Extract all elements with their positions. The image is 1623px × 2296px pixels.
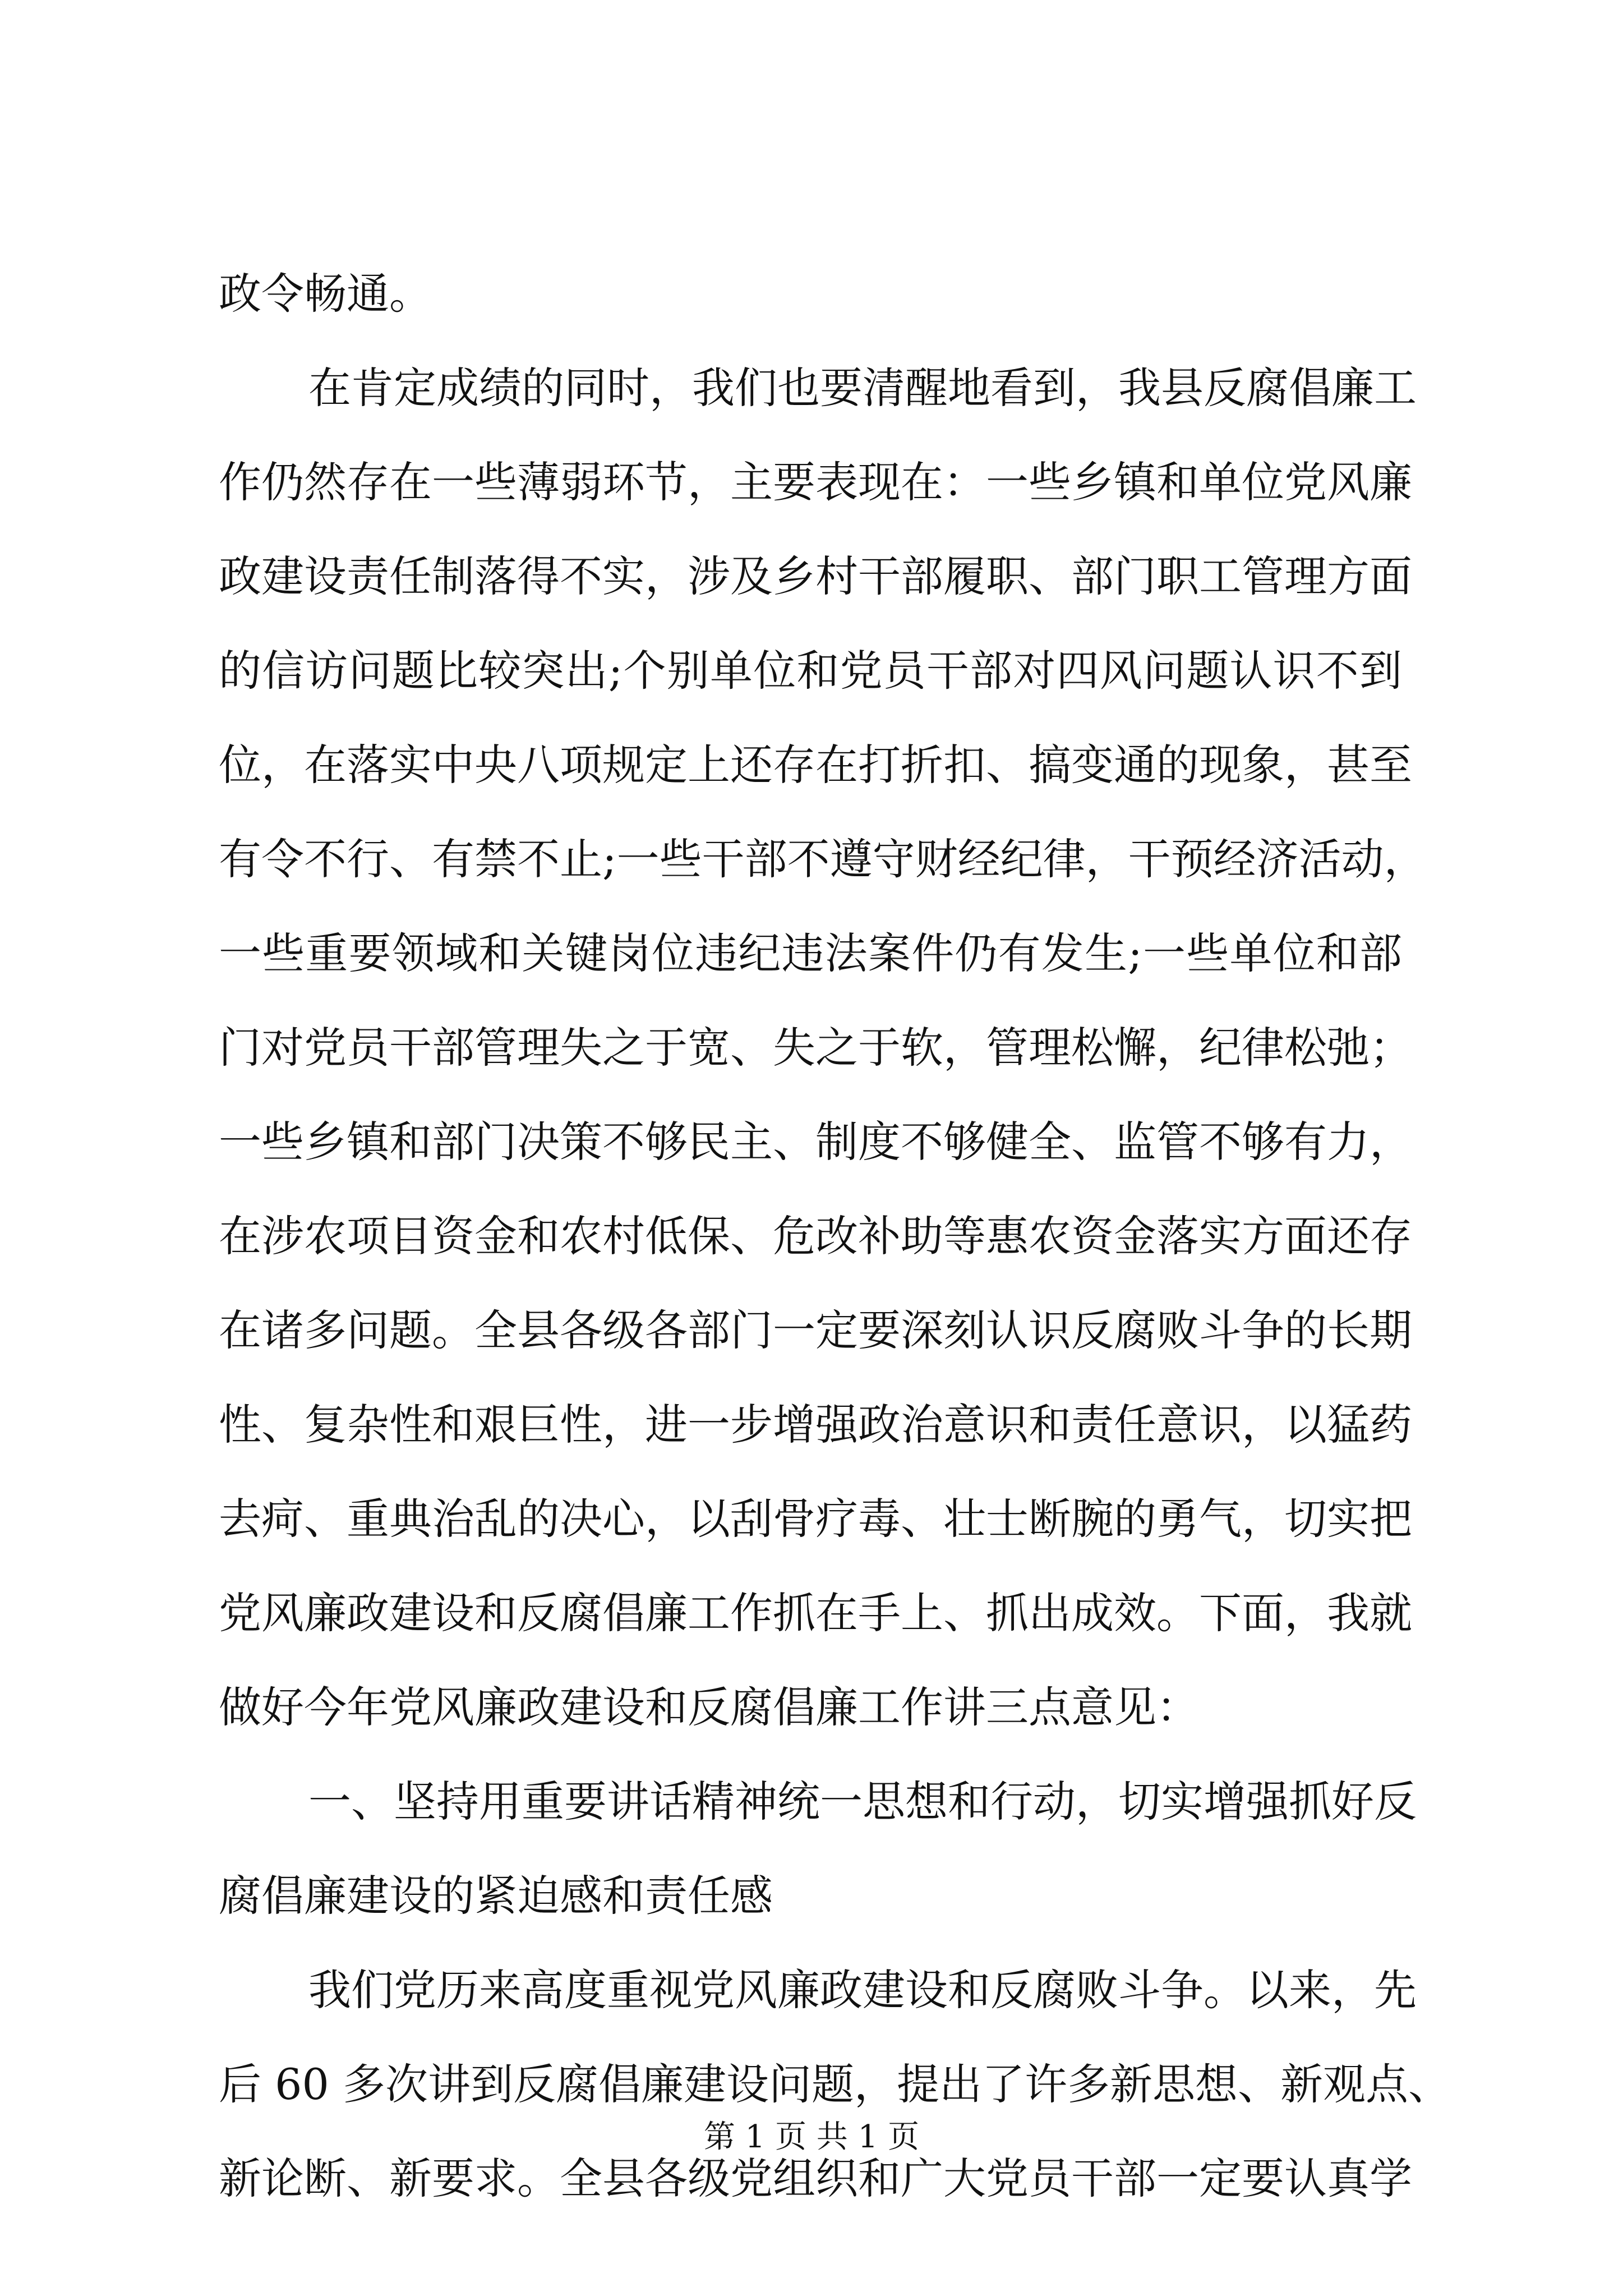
section-heading-line: 腐倡廉建设的紧迫感和责任感 bbox=[219, 1871, 773, 1921]
page-footer: 第 1 页 共 1 页 bbox=[703, 2119, 920, 2155]
text-line: 门对党员干部管理失之于宽、失之于软，管理松懈，纪律松弛； bbox=[219, 1023, 1412, 1073]
text-line: 位，在落实中央八项规定上还存在打折扣、搞变通的现象，甚至 bbox=[219, 740, 1412, 790]
text-line: 在肯定成绩的同时，我们也要清醒地看到，我县反腐倡廉工 bbox=[308, 363, 1417, 413]
text-line: 在涉农项目资金和农村低保、危改补助等惠农资金落实方面还存 bbox=[219, 1211, 1412, 1261]
text-line: 党风廉政建设和反腐倡廉工作抓在手上、抓出成效。下面，我就 bbox=[219, 1588, 1412, 1638]
text-line: 作仍然存在一些薄弱环节，主要表现在：一些乡镇和单位党风廉 bbox=[219, 457, 1412, 507]
text-line: 我们党历来高度重视党风廉政建设和反腐败斗争。以来，先 bbox=[308, 1965, 1417, 2015]
text-line: 一些重要领域和关键岗位违纪违法案件仍有发生;一些单位和部 bbox=[219, 928, 1402, 978]
text-line: 后 60 多次讲到反腐倡廉建设问题，提出了许多新思想、新观点、 bbox=[219, 2059, 1451, 2109]
text-line: 政建设责任制落得不实，涉及乡村干部履职、部门职工管理方面 bbox=[219, 551, 1412, 601]
text-line: 有令不行、有禁不止;一些干部不遵守财经纪律，干预经济活动， bbox=[219, 834, 1427, 884]
text-line: 政令畅通。 bbox=[219, 269, 432, 319]
text-line: 做好今年党风廉政建设和反腐倡廉工作讲三点意见： bbox=[219, 1682, 1199, 1732]
section-heading-line: 一、坚持用重要讲话精神统一思想和行动，切实增强抓好反 bbox=[308, 1777, 1417, 1826]
document-body bbox=[219, 247, 1451, 2226]
text-line: 性、复杂性和艰巨性，进一步增强政治意识和责任意识，以猛药 bbox=[219, 1400, 1412, 1450]
text-line: 一些乡镇和部门决策不够民主、制度不够健全、监管不够有力， bbox=[219, 1117, 1412, 1167]
text-line: 新论断、新要求。全县各级党组织和广大党员干部一定要认真学 bbox=[219, 2154, 1412, 2203]
text-line: 的信访问题比较突出;个别单位和党员干部对四风问题认识不到 bbox=[219, 646, 1402, 696]
text-line: 在诸多问题。全县各级各部门一定要深刻认识反腐败斗争的长期 bbox=[219, 1305, 1412, 1355]
text-line: 去疴、重典治乱的决心，以刮骨疗毒、壮士断腕的勇气，切实把 bbox=[219, 1494, 1412, 1544]
